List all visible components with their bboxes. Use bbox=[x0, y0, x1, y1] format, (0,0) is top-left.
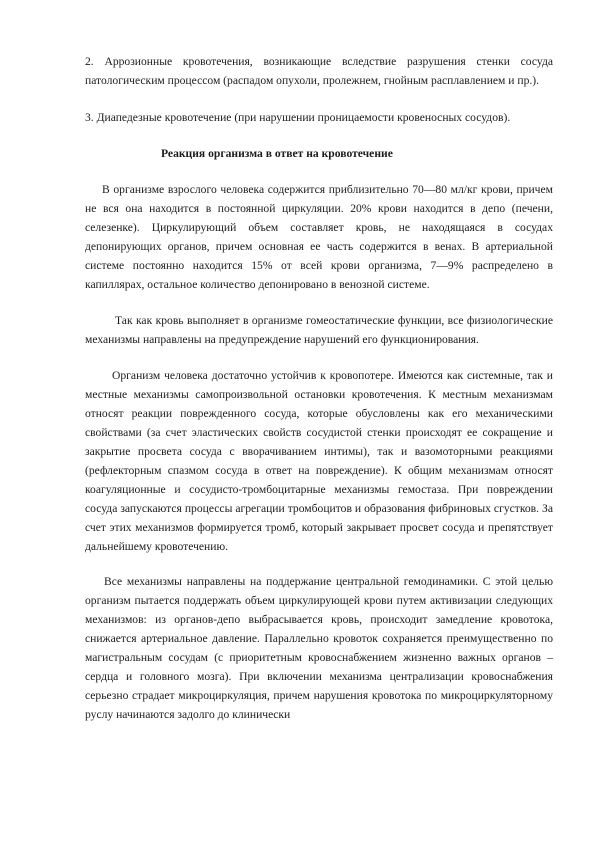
paragraph-blood-volume: В организме взрослого человека содержится приблизительно 70—80 мл/кг крови, причем не вся она находится в постоянной циркуляции. 20% крови находится в депо (печени, селезенке). Циркулирующий объем составляет кровь, не находящаяся в сосудах депонирующих органов, причем основная ее часть содержится в венах. В артериальной системе постоянно находится 15% от всей крови организма, 7—9% распределено в капиллярах, остальное количество депонировано в венозной системе. bbox=[85, 183, 553, 291]
document-page bbox=[85, 52, 553, 724]
paragraph-hemostasis: Организм человека достаточно устойчив к кровопотере. Имеются как системные, так и местные механизмы самопроизвольной остановки кровотечения. К местным механизмам относят реакции поврежденного сосуда, которые обусловлены как его механическими свойствами (за счет эластических свойств сосудистой стенки происходят ее сокращение и закрытие просвета сосуда с вворачиванием интимы), так и вазомоторными реакциями (рефлекторным спазмом сосуда в ответ на повреждение). К общим механизмам относят коагуляционные и сосудисто-тромбоцитарные механизмы гемостаза. При повреждении сосуда запускаются процессы агрегации тромбоцитов и образования фибриновых сгустков. За счет этих механизмов формируется тромб, который закрывает просвет сосуда и препятствует дальнейшему кровотечению. bbox=[85, 369, 553, 553]
section-heading: Реакция организма в ответ на кровотечение bbox=[161, 147, 393, 160]
list-item-2: 2. Аррозионные кровотечения, возникающие вследствие разрушения стенки сосуда патологическим процессом (распадом опухоли, пролежнем, гнойным расплавлением и пр.). bbox=[85, 55, 553, 87]
paragraph-hemodynamics: Все механизмы направлены на поддержание центральной гемодинамики. С этой целью организм пытается поддержать объем циркулирующей крови путем активизации следующих механизмов: из органов-депо выбрасывается кровь, происходит замедление кровотока, снижается артериальное давление. Параллельно кровоток сохраняется преимущественно по магистральным сосудам (с приоритетным кровоснабжением жизненно важных органов – сердца и головного мозга). При включении механизма централизации кровоснабжения серьезно страдает микроциркуляция, причем нарушения кровотока по микроциркуляторному руслу начинаются задолго до клиничeски bbox=[85, 575, 553, 721]
paragraph-homeostasis: Так как кровь выполняет в организме гомеостатические функции, все физиологические механизмы направлены на предупреждение нарушений его функционирования. bbox=[85, 314, 553, 346]
list-item-3: 3. Диапедезные кровотечение (при нарушении проницаемости кровеносных сосудов). bbox=[85, 111, 511, 124]
